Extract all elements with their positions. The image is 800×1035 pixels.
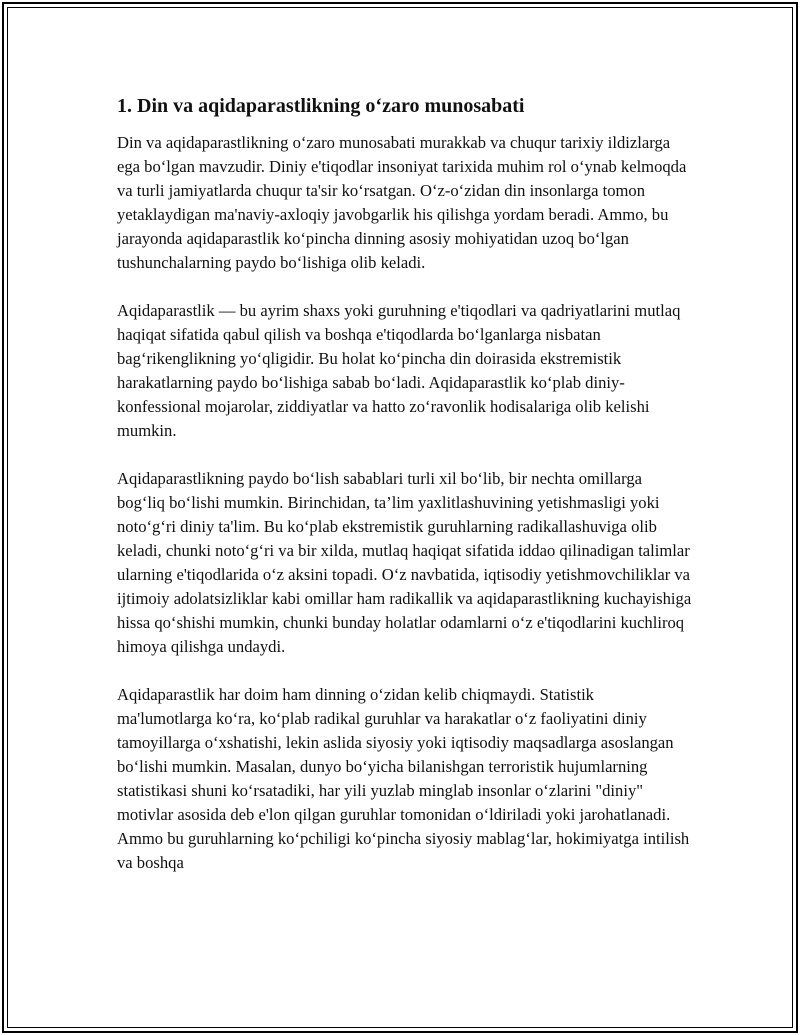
paragraph-3: Aqidaparastlikning paydo bo‘lish sabablari turli xil bo‘lib, bir nechta omillarga bog‘liq bo‘lishi mumkin. Birinchidan, ta’lim yaxlitlashuvining yetishmasligi yoki noto‘g‘ri diniy ta'lim. Bu ko‘plab ekstremistik guruhlarning radikallashuviga olib keladi, chunki noto‘g‘ri va bir xilda, mutlaq haqiqat sifatida iddao qilinadigan talimlar ularning e'tiqodlarida o‘z aksini topadi. O‘z navbatida, iqtisodiy yetishmovchiliklar va ijtimoiy adolatsizliklar kabi omillar ham radikallik va aqidaparastlikning kuchayishiga hissa qo‘shishi mumkin, chunki bunday holatlar odamlarni o‘z e'tiqodlarini kuchliroq himoya qilishga undaydi. [117,469,692,656]
paragraph-1: Din va aqidaparastlikning o‘zaro munosabati murakkab va chuqur tarixiy ildizlarga ega bo‘lgan mavzudir. Diniy e'tiqodlar insoniyat tarixida muhim rol o‘ynab kelmoqda va turli jamiyatlarda chuqur ta'sir ko‘rsatgan. O‘z-o‘zidan din insonlarga tomon yetaklaydigan ma'naviy-axloqiy javobgarlik his qilishga yordam beradi. Ammo, bu jarayonda aqidaparastlik ko‘pincha dinning asosiy mohiyatidan uzoq bo‘lgan tushunchalarning paydo bo‘lishiga olib keladi. [117,133,687,272]
paragraph-2: Aqidaparastlik — bu ayrim shaxs yoki guruhning e'tiqodlari va qadriyatlarini mutlaq haqiqat sifatida qabul qilish va boshqa e'tiqodlarda bo‘lganlarga nisbatan bag‘rikenglikning yo‘qligidir. Bu holat ko‘pincha din doirasida ekstremistik harakatlarning paydo bo‘lishiga sabab bo‘ladi. Aqidaparastlik ko‘plab diniy-konfessional mojarolar, ziddiyatlar va hatto zo‘ravonlik hodisalariga olib kelishi mumkin. [117,301,681,440]
section-heading: 1. Din va aqidaparastlikning o‘zaro munosabati [117,95,525,117]
document-body [117,92,692,899]
paragraph-4: Aqidaparastlik har doim ham dinning o‘zidan kelib chiqmaydi. Statistik ma'lumotlarga ko‘ra, ko‘plab radikal guruhlar va harakatlar o‘z faoliyatini diniy tamoyillarga o‘xshatishi, lekin aslida siyosiy yoki iqtisodiy maqsadlarga asoslangan bo‘lishi mumkin. Masalan, dunyo bo‘yicha bilanishgan terroristik hujumlarning statistikasi shuni ko‘rsatadiki, har yili yuzlab minglab insonlar o‘zlarini "diniy" motivlar asosida deb e'lon qilgan guruhlar tomonidan o‘ldiriladi yoki jarohatlanadi. Ammo bu guruhlarning ko‘pchiligi ko‘pincha siyosiy mablag‘lar, hokimiyatga intilish va boshqa [117,685,690,872]
